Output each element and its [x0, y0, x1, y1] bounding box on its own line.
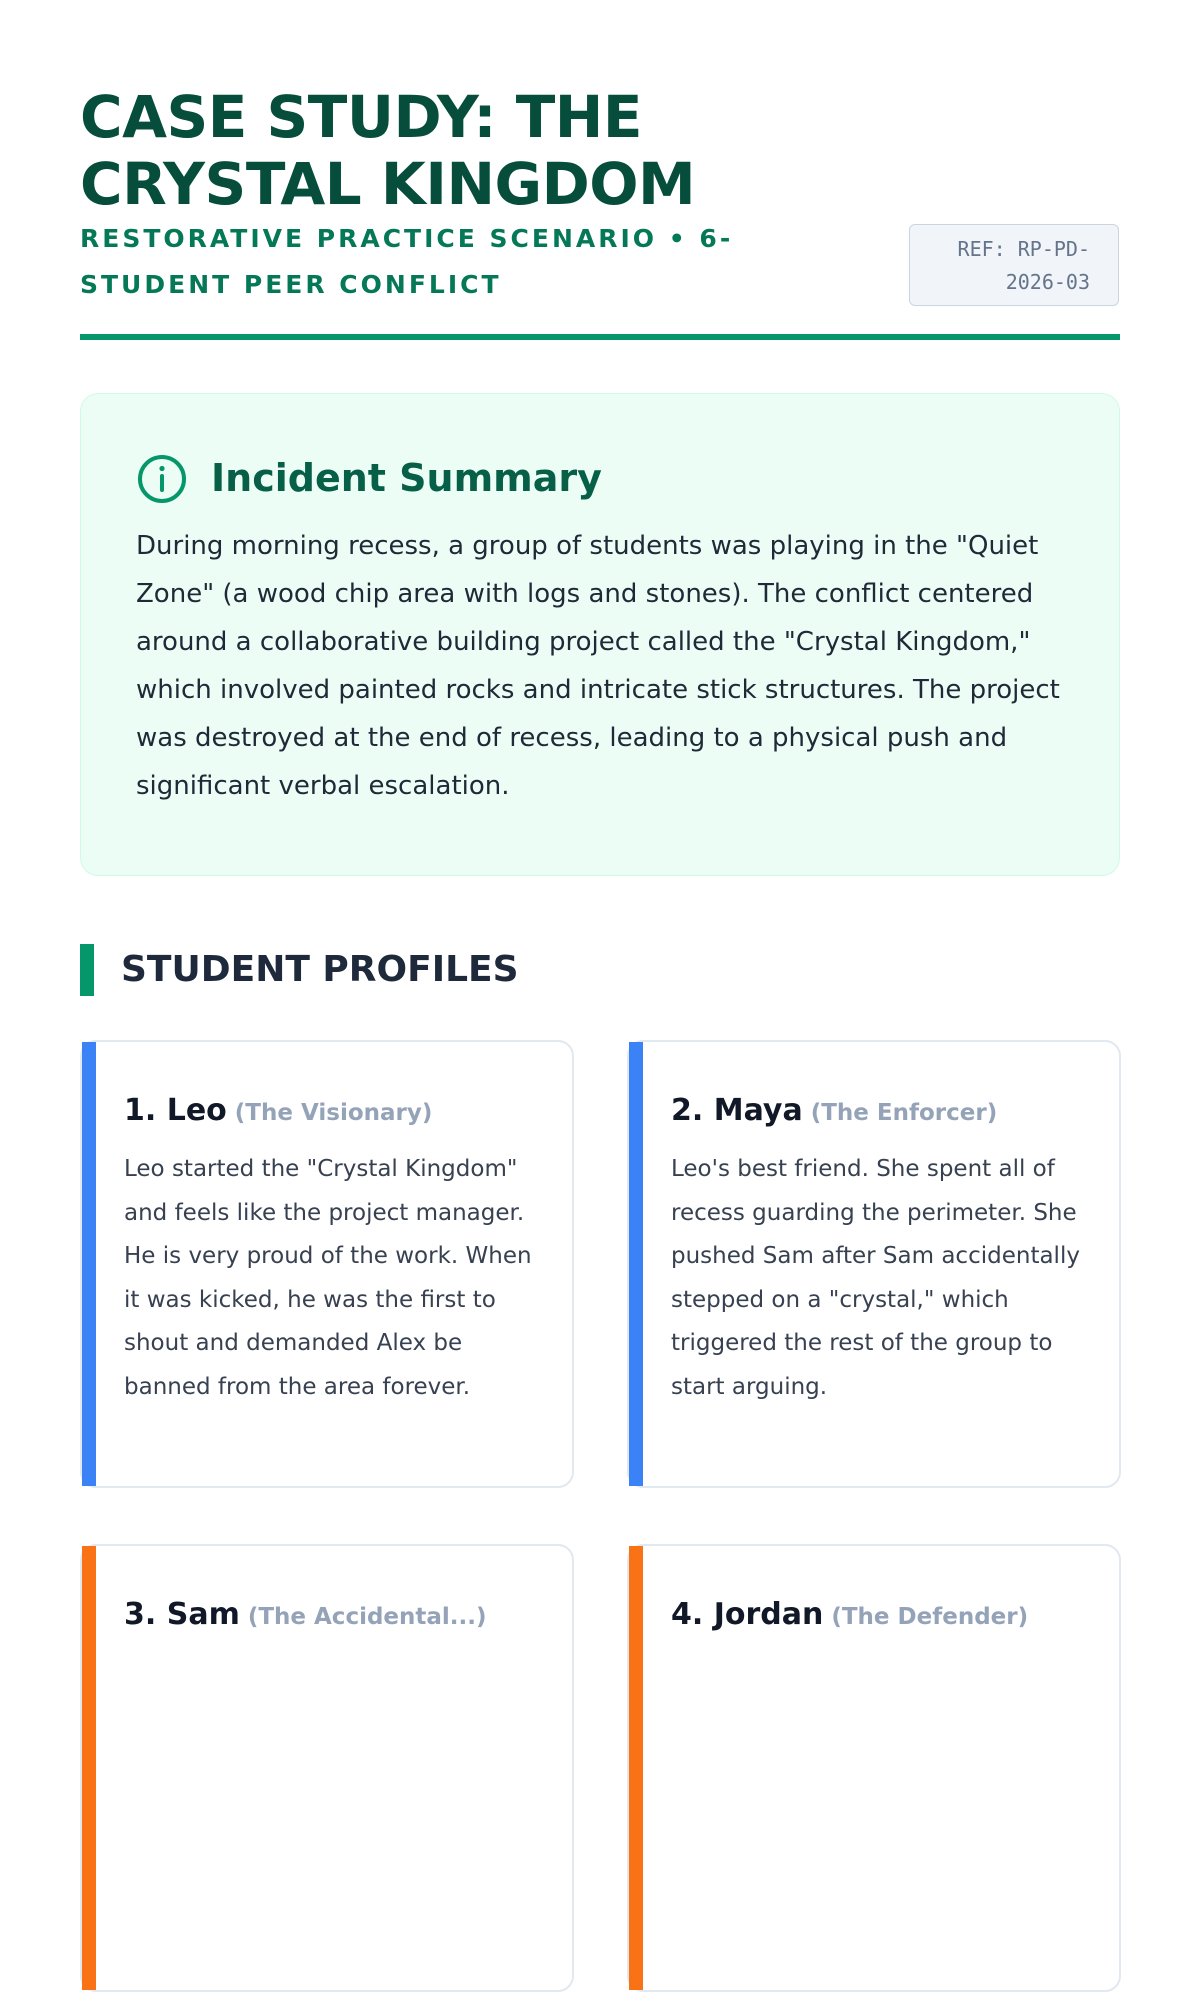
profile-title	[671, 1086, 997, 1140]
profile-name: 3. Sam	[124, 1597, 240, 1632]
section-accent-bar	[80, 944, 94, 996]
profile-title	[124, 1086, 432, 1140]
profile-card-maya	[627, 1040, 1121, 1488]
profile-role: (The Visionary)	[234, 1100, 433, 1126]
card-accent-bar	[629, 1546, 643, 1990]
header-divider	[80, 334, 1120, 340]
profile-description: Leo started the "Crystal Kingdom" and feels like the project manager. He is very proud of the work. When it was kicked, he was the first to shout and demanded Alex be banned from the area forever.	[124, 1156, 532, 1400]
profile-title	[671, 1590, 1028, 1644]
profile-role: (The Defender)	[831, 1604, 1029, 1630]
reference-badge: REF: RP-PD-2026-03	[909, 224, 1119, 306]
incident-summary-panel	[80, 393, 1120, 876]
profile-card-jordan	[627, 1544, 1121, 1992]
card-accent-bar	[82, 1042, 96, 1486]
incident-summary-heading: Incident Summary	[211, 456, 602, 500]
profile-card-sam	[80, 1544, 574, 1992]
card-accent-bar	[629, 1042, 643, 1486]
profile-name: 4. Jordan	[671, 1597, 824, 1632]
info-circle-icon	[136, 453, 188, 505]
profile-description: Leo's best friend. She spent all of recess guarding the perimeter. She pushed Sam after Sam accidentally stepped on a "crystal," which triggered the rest of the group to start arguing.	[671, 1156, 1080, 1400]
card-accent-bar	[82, 1546, 96, 1990]
profile-role: (The Enforcer)	[810, 1100, 998, 1126]
page-title: CASE STUDY: THE CRYSTAL KINGDOM	[80, 83, 696, 218]
page-subtitle: RESTORATIVE PRACTICE SCENARIO • 6-STUDENT PEER CONFLICT	[80, 224, 734, 299]
profile-card-leo	[80, 1040, 574, 1488]
student-profiles-heading: STUDENT PROFILES	[121, 949, 519, 990]
incident-summary-text: During morning recess, a group of students was playing in the "Quiet Zone" (a wood chip area with logs and stones). The conflict centered around a collaborative building project called the "Crystal Kingdom," which involved painted rocks and intricate stick structures. The project was destroyed at the end of recess, leading to a physical push and significant verbal escalation.	[136, 531, 1060, 801]
profile-role: (The Accidental...)	[247, 1604, 487, 1630]
profile-title	[124, 1590, 487, 1644]
profile-name: 2. Maya	[671, 1093, 803, 1128]
profile-name: 1. Leo	[124, 1093, 227, 1128]
